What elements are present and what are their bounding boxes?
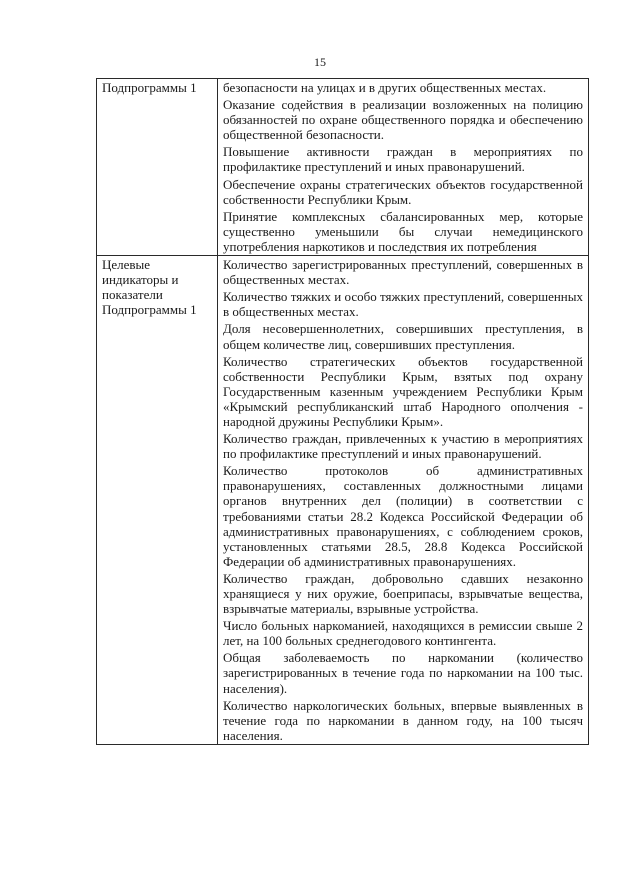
row-label-cell bbox=[97, 256, 218, 745]
paragraph: Общая заболеваемость по наркомании (количество зарегистрированных в течение года по наркомании на 100 тыс. населения). bbox=[223, 650, 583, 696]
paragraph: Количество тяжких и особо тяжких преступлений, совершенных в общественных местах. bbox=[223, 289, 583, 320]
row-label-cell bbox=[97, 79, 218, 256]
row-label: Целевые индикаторы и показатели Подпрограммы 1 bbox=[102, 257, 197, 318]
paragraph: Количество стратегических объектов государственной собственности Республики Крым, взятых под охрану Государственным казенным учреждением Республики Крым «Крымский республиканский штаб Народного ополчения - народной дружины Республики Крым». bbox=[223, 353, 583, 429]
paragraph: Доля несовершеннолетних, совершивших преступления, в общем количестве лиц, совершивших преступления. bbox=[223, 321, 583, 352]
paragraph: Количество граждан, добровольно сдавших незаконно хранящиеся у них оружие, боеприпасы, взрывчатые вещества, взрывчатые материалы, взрывные устройства. bbox=[223, 570, 583, 617]
paragraph: Количество граждан, привлеченных к участию в мероприятиях по профилактике преступлений и иных правонарушений. bbox=[223, 431, 583, 462]
paragraph: Обеспечение охраны стратегических объектов государственной собственности Республики Крым. bbox=[223, 176, 583, 207]
paragraph: Количество протоколов об административных правонарушениях, составленных должностными лицами органов внутренних дел (полиции) в соответствии с требованиями статьи 28.2 Кодекса Российской Федерации об административных правонарушениях, с соблюдением сроков, установленных статьями 28.5, 28.8 Кодекса Российской Федерации об административных правонарушениях. bbox=[223, 463, 583, 569]
paragraph: Количество зарегистрированных преступлений, совершенных в общественных местах. bbox=[223, 257, 583, 288]
page-number: 15 bbox=[314, 55, 326, 69]
row-content-cell bbox=[218, 256, 589, 745]
paragraph: Число больных наркоманией, находящихся в ремиссии свыше 2 лет, на 100 больных среднегодового контингента. bbox=[223, 618, 583, 649]
paragraph: Оказание содействия в реализации возложенных на полицию обязанностей по охране общественного порядка и обеспечению общественной безопасности. bbox=[223, 97, 583, 143]
paragraph: Количество наркологических больных, впервые выявленных в течение года по наркомании в данном году, на 100 тысяч населения. bbox=[223, 697, 583, 743]
paragraph: безопасности на улицах и в других общественных местах. bbox=[223, 80, 547, 95]
paragraph: Принятие комплексных сбалансированных мер, которые существенно уменьшили бы случаи немедицинского употребления наркотиков и последствия их потребления bbox=[223, 208, 583, 254]
row-label: Подпрограммы 1 bbox=[102, 80, 197, 95]
table-row bbox=[97, 256, 589, 745]
table-row bbox=[97, 79, 589, 256]
program-passport-table bbox=[96, 78, 589, 745]
paragraph: Повышение активности граждан в мероприятиях по профилактике преступлений и иных правонарушений. bbox=[223, 144, 583, 175]
row-content-cell bbox=[218, 79, 589, 256]
